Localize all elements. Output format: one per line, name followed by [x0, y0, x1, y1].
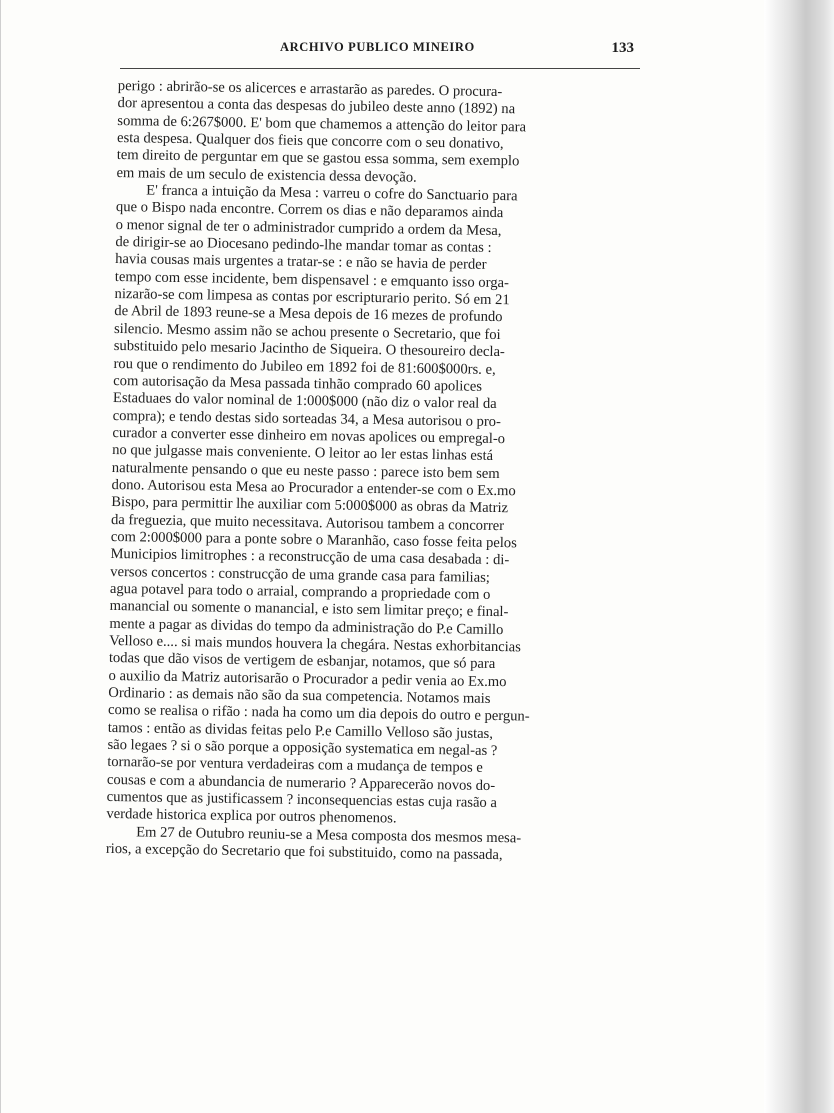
- text-line: somma de 6:267$000. E' bom que chamemos a attenção do leitor para: [117, 112, 527, 136]
- text-line: tamos : então as dividas feitas pelo P.e Camillo Velloso são justas,: [107, 719, 494, 742]
- text-line: são legaes ? si o são porque a opposição systematica em negal-as ?: [107, 736, 498, 760]
- running-title: ARCHIVO PUBLICO MINEIRO: [280, 40, 475, 54]
- text-line: com autorisação da Mesa passada tinhão comprado 60 apolices: [113, 372, 483, 395]
- text-line: rou que o rendimento do Jubileo em 1892 foi de 81:600$000rs. e,: [113, 355, 496, 378]
- text-line: tornarão-se por ventura verdadeiras com a mudança de tempos e: [107, 754, 483, 777]
- text-line: rios, a excepção do Secretario que foi substituido, como na passada,: [105, 841, 503, 864]
- text-line: perigo : abrirão-se os alicerces e arrastarão as paredes. O procura-: [117, 78, 503, 101]
- text-line: como se realisa o rifão : nada ha como um dia depois do outro e pergun-: [107, 702, 530, 725]
- text-line: com 2:000$000 para a ponte sobre o Maranhão, caso fosse feita pelos: [110, 528, 517, 552]
- text-line: no que julgasse mais conveniente. O leitor ao ler estas linhas está: [112, 442, 494, 465]
- text-line: Velloso e.... si mais mundos houvera la chegára. Nestas exhorbitancias: [109, 632, 521, 656]
- text-line: da freguezia, que muito necessitava. Autorisou tambem a concorrer: [110, 511, 505, 534]
- text-line: Estaduaes do valor nominal de 1:000$000 (não diz o valor real da: [112, 390, 497, 413]
- text-line: silencio. Mesmo assim não se achou presente o Secretario, que foi: [113, 320, 501, 343]
- text-line: de dirigir-se ao Diocesano pedindo-lhe mandar tomar as contas :: [115, 234, 492, 256]
- text-line: todas que dão visos de vertigem de esbanjar, notamos, que só para: [108, 650, 496, 673]
- text-line: esta despesa. Qualquer dos fieis que concorre com o seu donativo,: [116, 130, 504, 153]
- text-line: de Abril de 1893 reune-se a Mesa depois de 16 mezes de profundo: [114, 303, 503, 326]
- text-line: manancial ou somente o manancial, e isto sem limitar preço; e final-: [109, 598, 509, 621]
- body-text: [106, 78, 638, 867]
- text-line: em mais de um seculo de existencia dessa devoção.: [116, 164, 417, 186]
- text-line: cousas e com a abundancia de numerario ? Apparecerão novos do-: [106, 771, 496, 794]
- text-line: Municipios limitrophes : a reconstrucção de uma casa desabada : di-: [110, 546, 510, 569]
- text-line: nizarão-se com limpesa as contas por escripturario perito. Só em 21: [114, 286, 510, 309]
- text-line: cumentos que as justificassem ? inconsequencias estas cuja rasão a: [106, 789, 498, 812]
- text-line: versos concertos : construcção de uma grande casa para familias;: [110, 563, 491, 586]
- text-line: compra); e tendo destas sido sorteadas 34, a Mesa autorisou o pro-: [112, 407, 502, 430]
- binding-shadow: [764, 0, 834, 1113]
- text-line: dono. Autorisou esta Mesa ao Procurador a entender-se com o Ex.mo: [111, 476, 516, 500]
- text-line: naturalmente pensando o que eu neste passo : parece isto bem sem: [111, 459, 500, 482]
- text-line: havia cousas mais urgentes a tratar-se : e não se havia de perder: [115, 251, 487, 274]
- text-line: E' franca a intuição da Mesa : varreu o cofre do Sanctuario para: [146, 182, 518, 205]
- text-line: tempo com esse incidente, bem dispensavel : e emquanto isso orga-: [114, 268, 510, 291]
- page-number: 133: [611, 40, 634, 56]
- text-line: tem direito de perguntar em que se gastou essa somma, sem exemplo: [116, 147, 520, 170]
- text-line: Bispo, para permittir lhe auxiliar com 5:000$000 as obras da Matriz: [111, 494, 509, 517]
- text-line: mente a pagar as dividas do tempo da administração do P.e Camillo: [109, 615, 504, 638]
- text-line: dor apresentou a conta das despesas do jubileo deste anno (1892) na: [117, 95, 516, 118]
- text-line: o auxilio da Matriz autorisarão o Procurador a pedir venia ao Ex.mo: [108, 667, 507, 690]
- text-line: que o Bispo nada encontre. Correm os dias e não deparamos ainda: [115, 199, 504, 222]
- text-line: verdade historica explica por outros phenomenos.: [106, 806, 397, 827]
- text-line: agua potavel para todo o arraial, comprando a propriedade com o: [109, 580, 491, 603]
- page-header: [120, 36, 640, 69]
- text-line: curador a converter esse dinheiro em novas apolices ou empregal-o: [112, 424, 506, 447]
- text-line: substituido pelo mesario Jacintho de Siqueira. O thesoureiro decla-: [113, 338, 505, 361]
- text-line: Ordinario : as demais não são da sua competencia. Notamos mais: [108, 684, 491, 707]
- page-edge-marks: [0, 0, 7, 1113]
- text-line: o menor signal de ter o administrador cumprido a ordem da Mesa,: [115, 216, 502, 239]
- text-line: Em 27 de Outubro reuniu-se a Mesa composta dos mesmos mesa-: [136, 824, 522, 847]
